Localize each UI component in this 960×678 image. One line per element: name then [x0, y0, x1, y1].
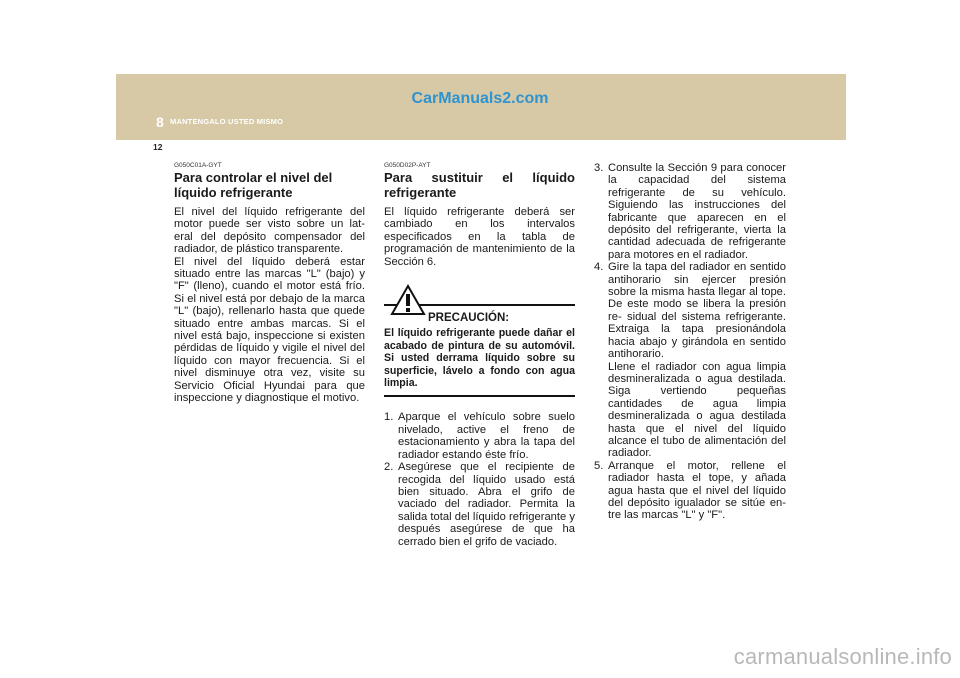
- watermark-bottom: carmanualsonline.info: [733, 644, 952, 669]
- list-item: [594, 261, 786, 460]
- list-item: [384, 411, 575, 461]
- list-item: [384, 461, 575, 548]
- step-text: Gire la tapa del radiador en sentido antihorario sin ejercer presión sobre la misma hasta llegar al tope. De este modo se libera la presión re- sidual del sistema refrigerante. Extraiga la tapa presionándola hacia abajo y girándola en sentido antihorario.: [608, 261, 786, 361]
- step-text-extra: Llene el radiador con agua limpia desmineralizada o agua destilada. Siga vertiendo pequeñas cantidades de agua limpia desmineralizada o agua destilada hasta que el nivel del líquido alcance el tubo de alimentación del radiador.: [608, 360, 786, 460]
- step-text: Consulte la Sección 9 para conocer la capacidad del sistema refrigerante de su vehículo. Siguiendo las instrucciones del fabricante que aparecen en el depósito del refrigerante, vierta la cantidad adecuada de refrigerante para motores en el radiador.: [608, 162, 786, 261]
- column-replace-coolant: [384, 162, 575, 548]
- page-number-marker: [116, 140, 156, 154]
- caution-box: [384, 304, 575, 397]
- step-number: 3.: [594, 162, 604, 174]
- section-number: 8: [156, 114, 164, 130]
- step-number: 4.: [594, 261, 604, 274]
- section-heading: Para sustituir el líquido refrigerante: [384, 170, 575, 200]
- step-text: Asegúrese que el recipiente de recogida del líquido usado está bien situado. Abra el grifo de vaciado del radiador. Permita la salida total del líquido refrigerante y después asegúrese de que ha cerrado bien el grifo de vaciado.: [398, 461, 575, 548]
- step-text: Arranque el motor, rellene el radiador hasta el tope, y añada agua hasta que el nivel del líquido del depósito igualador se sitúe en- tre las marcas "L" y "F".: [608, 459, 786, 522]
- list-item: [594, 460, 786, 522]
- column-steps-continued: [594, 162, 786, 522]
- watermark-top-link[interactable]: CarManuals2.com: [411, 90, 549, 107]
- column-check-coolant: [174, 162, 365, 405]
- list-item: [594, 162, 786, 261]
- step-number: 5.: [594, 459, 604, 472]
- step-number: 2.: [384, 461, 394, 474]
- steps-list: [594, 162, 786, 522]
- section-title: MANTENGALO USTED MISMO: [170, 117, 284, 126]
- page-number: 12: [153, 142, 163, 152]
- steps-list: [384, 411, 575, 547]
- caution-text: El líquido refrigerante puede dañar el acabado de pintura de su automóvil. Si usted derrama líquido sobre su superficie, lávelo a fondo con agua limpia.: [384, 327, 575, 390]
- section-heading: Para controlar el nivel del líquido refrigerante: [174, 170, 333, 200]
- step-text: Aparque el vehículo sobre suelo nivelado, active el freno de estacionamiento y abra la tapa del radiador estando éste frío.: [398, 411, 575, 461]
- step-number: 1.: [384, 411, 394, 424]
- body-paragraph-2: El nivel del líquido deberá estar situado entre las marcas "L" (bajo) y "F" (lleno), cuando el motor está frío. Si el nivel está por debajo de la marca "L" (bajo), rellenarlo hasta que quede situado entre ambas marcas. Si el nivel está bajo, inspeccione si existen pérdidas de líquido y vigile el nivel del líquido con mayor frecuencia. Si el nivel disminuye otra vez, visite su Servicio Oficial Hyundai para que inspeccione y diagnostique el motivo.: [174, 255, 365, 405]
- section-code: G050D02P-AYT: [384, 162, 431, 169]
- warning-triangle-icon: [390, 284, 426, 316]
- body-paragraph: El líquido refrigerante deberá ser cambiado en los intervalos especificados en la tabla de programación de mantenimiento de la Sección 6.: [384, 206, 575, 268]
- caution-title: PRECAUCIÓN:: [428, 312, 510, 325]
- body-paragraph: El nivel del líquido refrigerante del motor puede ser visto sobre un lat- eral del depósito compensador del radiador, de plástico transparente.: [174, 206, 365, 256]
- section-code: G050C01A-GYT: [174, 162, 222, 169]
